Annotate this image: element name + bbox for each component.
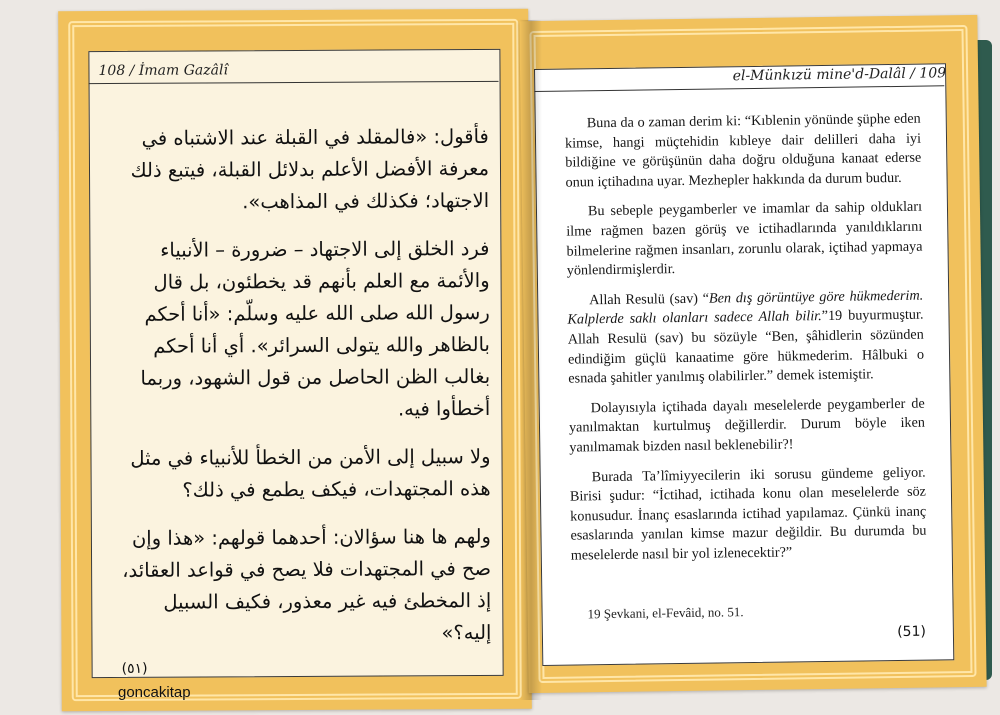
turkish-paragraph: Dolayısıyla içtihada dayalı meselelerde peygamberler de yanılmaktan kurtulmuş değillerdir. Durum böyle iken yanılmamak bizden nasıl beklenebilir?! [568,395,926,456]
left-page [58,9,532,711]
turkish-paragraph: Bu sebeple peygamberler ve imamlar da sahip oldukları ilme rağmen bazen görüş ve ictihadlarında yanıldıklarını bilmelerine rağmen insanları, zorunlu olarak, içtihad yapmaya yönlendirmişlerdir. [566,199,923,279]
arabic-paragraph: ولا سبيل إلى الأمن من الخطأ للأنبياء في مثل هذه المجتهدات، فيكف يطمع في ذلك؟ [130,444,491,502]
hadith-quote: Ben dış görüntüye göre hükmederim. Kalplerde saklı olanları sadece Allah bilir. [567,287,924,328]
left-running-header: 108 / İmam Gazâlî [98,62,228,80]
turkish-paragraph: Burada Ta’lîmiyyecilerin iki sorusu gündeme geliyor. Birisi şudur: “İctihad, ictihada konu olan meselelerde söz konusudur. İnanç esaslarında ictihad yapılamaz. Çünkü inanç esaslarında yanılan kimse mazur değildir. Bu durumda bu meselelerde nasıl bir yol izlenecektir?” [569,464,927,564]
arabic-paragraph: فرد الخلق إلى الاجتهاد – ضرورة – الأنبياء والأئمة مع العلم بأنهم قد يخطئون، بل قال رسول الله صلى الله عليه وسلّم: «أنا أحكم بالظاهر والله يتولى السرائر». أي أنا أحكم بغالب الظن الحاصل من قول الشهود، وربما أخطأوا فيه. [140,236,491,421]
arabic-paragraph: فأقول: «فالمقلد في القبلة عند الاشتباه في معرفة الأفضل الأعلم بدلائل القبلة، فيتبع ذلك الاجتهاد؛ فكذلك في المذاهب». [130,124,490,214]
turkish-paragraph [567,286,924,389]
turkish-paragraph: Buna da o zaman derim ki: “Kıblenin yönünde şüphe eden kimse, hangi müçtehidin kıbleye dair delilleri daha iyi bildiğine ve görüşünün daha doğru olduğuna kanaat ederse onun içtihadına uyar. Mezhepler hakkında da durum budur. [564,110,922,191]
turkish-text [565,110,927,576]
text-span: Allah Resulü (sav) “ [589,290,710,309]
text-span: ”19 buyurmuştur. Allah Resulü (sav) bu sözüyle “Ben, şâhidlerin sözünden edindiğim güçlü kanaatime göre hükmederim. Hâlbuki o esnada şahitler yanılmış olabilirler.” demek istemiştir. [567,306,925,387]
watermark-text: goncakitap [118,684,191,701]
right-page-marker: (51) [897,623,927,641]
left-page-marker: (٥١) [121,660,148,677]
arabic-text [109,121,492,667]
spine-shadow [520,20,542,700]
right-running-header: el-Münkızü mine'd-Dalâl / 109 [732,65,947,85]
right-page [519,15,986,693]
footnote: 19 Şevkani, el-Fevâid, no. 51. [587,604,744,622]
arabic-paragraph: ولهم ها هنا سؤالان: أحدهما قولهم: «هذا وإن صح في المجتهدات فلا يصح في قواعد العقائد، إذ المخطئ فيه غير معذور، فكيف السبيل إليه؟» [122,524,492,645]
